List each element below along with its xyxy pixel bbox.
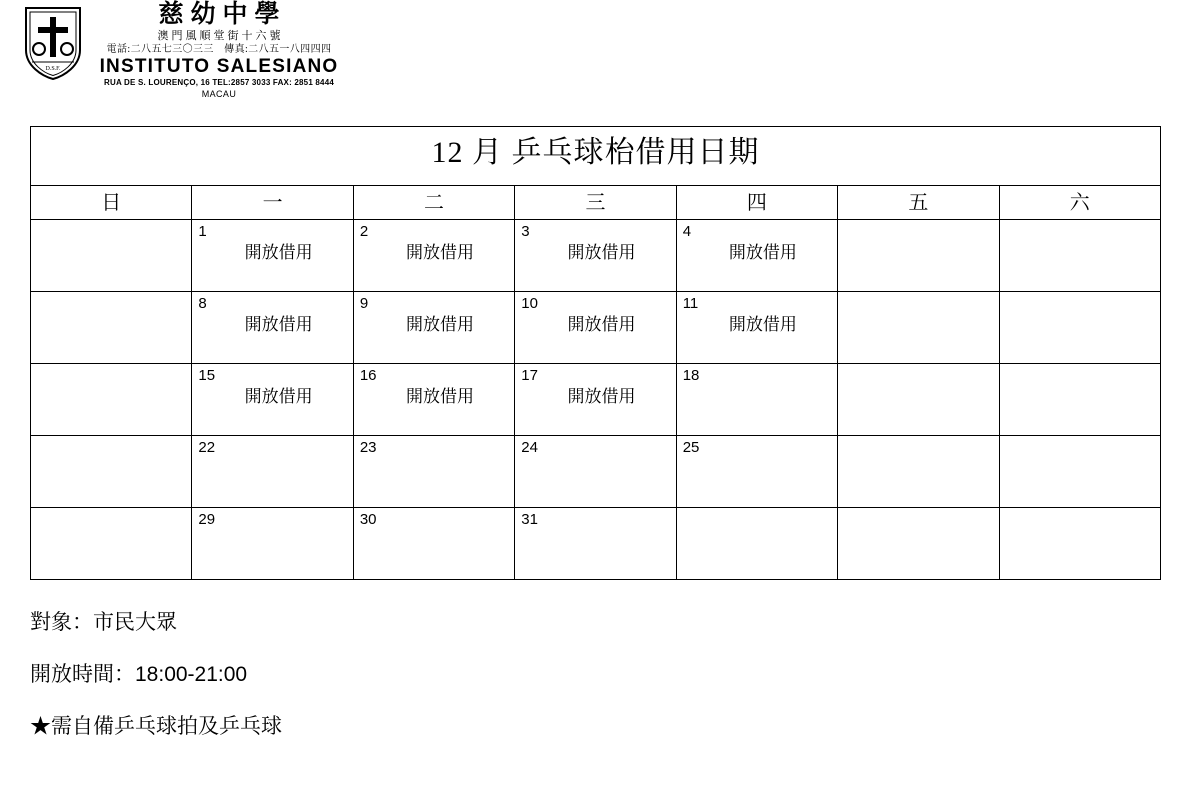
calendar-day-cell	[515, 364, 676, 436]
day-note: 開放借用	[567, 242, 636, 262]
calendar-day-cell	[31, 220, 192, 292]
day-number: 1	[198, 223, 207, 240]
school-identity	[94, 2, 344, 99]
calendar-day-cell	[353, 508, 514, 580]
calendar-day-cell	[353, 220, 514, 292]
calendar-day-cell	[838, 364, 999, 436]
day-note: 開放借用	[406, 314, 475, 334]
weekday-header-cell: 六	[999, 186, 1160, 220]
borrowing-calendar-table	[30, 126, 1161, 580]
day-number: 24	[521, 439, 538, 456]
calendar-day-cell	[31, 508, 192, 580]
day-note: 開放借用	[244, 242, 313, 262]
weekday-header-cell: 一	[192, 186, 353, 220]
calendar-day-cell	[192, 364, 353, 436]
day-number: 4	[682, 223, 692, 240]
letterhead	[0, 0, 1191, 108]
day-number: 3	[521, 223, 530, 240]
day-number: 22	[198, 439, 216, 456]
calendar-day-cell	[192, 292, 353, 364]
calendar-day-cell	[999, 364, 1160, 436]
calendar-day-cell	[999, 292, 1160, 364]
calendar-weekday-header	[31, 186, 1161, 220]
day-number: 8	[198, 295, 207, 312]
calendar-day-cell	[192, 220, 353, 292]
school-crest-icon	[22, 4, 84, 82]
day-note: 開放借用	[728, 242, 797, 262]
calendar-day-cell	[676, 364, 837, 436]
calendar-day-cell	[676, 436, 837, 508]
day-note: 開放借用	[244, 386, 313, 406]
day-note: 開放借用	[406, 386, 475, 406]
day-number: 23	[359, 439, 377, 456]
weekday-header-cell: 三	[515, 186, 676, 220]
calendar-week-row	[31, 220, 1161, 292]
day-number: 10	[521, 295, 538, 312]
day-note: 開放借用	[567, 386, 636, 406]
calendar-day-cell	[353, 364, 514, 436]
calendar-container	[30, 126, 1161, 580]
note-equipment: ★需自備乒乓球拍及乒乓球	[30, 715, 282, 739]
calendar-week-row	[31, 364, 1161, 436]
calendar-day-cell	[353, 292, 514, 364]
day-number: 16	[359, 367, 377, 384]
calendar-day-cell	[838, 508, 999, 580]
school-contact-chinese: 電話:二八五七三〇三三 傳真:二八五一八四四四	[106, 43, 332, 55]
calendar-day-cell	[31, 436, 192, 508]
calendar-day-cell	[838, 220, 999, 292]
day-number: 29	[198, 511, 216, 528]
calendar-title: 12 月 乒乓球枱借用日期	[31, 127, 1161, 186]
weekday-header-cell: 二	[353, 186, 514, 220]
calendar-day-cell	[353, 436, 514, 508]
weekday-header-cell: 日	[31, 186, 192, 220]
calendar-day-cell	[676, 292, 837, 364]
weekday-header-cell: 四	[676, 186, 837, 220]
day-note: 開放借用	[244, 314, 313, 334]
school-address-chinese: 澳門風順堂街十六號	[157, 30, 284, 43]
svg-text:D.S.F.: D.S.F.	[45, 66, 61, 72]
day-number: 15	[198, 367, 216, 384]
school-city: MACAU	[201, 88, 237, 99]
calendar-day-cell	[676, 508, 837, 580]
calendar-day-cell	[192, 436, 353, 508]
calendar-week-row	[31, 508, 1161, 580]
calendar-day-cell	[192, 508, 353, 580]
calendar-day-cell	[999, 436, 1160, 508]
day-number: 11	[682, 295, 699, 312]
footer-notes	[30, 610, 1191, 740]
day-number: 18	[682, 367, 700, 384]
calendar-day-cell	[31, 292, 192, 364]
calendar-week-row	[31, 436, 1161, 508]
calendar-day-cell	[838, 436, 999, 508]
calendar-day-cell	[515, 508, 676, 580]
day-number: 9	[359, 295, 369, 312]
day-number: 25	[682, 439, 700, 456]
calendar-week-row	[31, 292, 1161, 364]
day-number: 30	[359, 511, 377, 528]
weekday-header-cell: 五	[838, 186, 999, 220]
calendar-day-cell	[515, 436, 676, 508]
day-number: 2	[359, 223, 369, 240]
day-note: 開放借用	[567, 314, 636, 334]
calendar-day-cell	[999, 508, 1160, 580]
calendar-day-cell	[999, 220, 1160, 292]
school-name-portuguese: INSTITUTO SALESIANO	[99, 56, 339, 78]
calendar-day-cell	[31, 364, 192, 436]
day-number: 17	[521, 367, 538, 384]
day-note: 開放借用	[728, 314, 797, 334]
calendar-day-cell	[515, 292, 676, 364]
day-note: 開放借用	[406, 242, 475, 262]
calendar-day-cell	[838, 292, 999, 364]
calendar-day-cell	[676, 220, 837, 292]
note-audience: 對象：市民大眾	[30, 611, 177, 634]
school-name-chinese: 慈幼中學	[158, 1, 287, 28]
school-address-portuguese: RUA DE S. LOURENÇO, 16 TEL:2857 3033 FAX: 2851 8444	[104, 78, 334, 88]
day-number: 31	[521, 511, 538, 528]
calendar-day-cell	[515, 220, 676, 292]
note-hours: 開放時間：18:00-21:00	[30, 663, 248, 687]
